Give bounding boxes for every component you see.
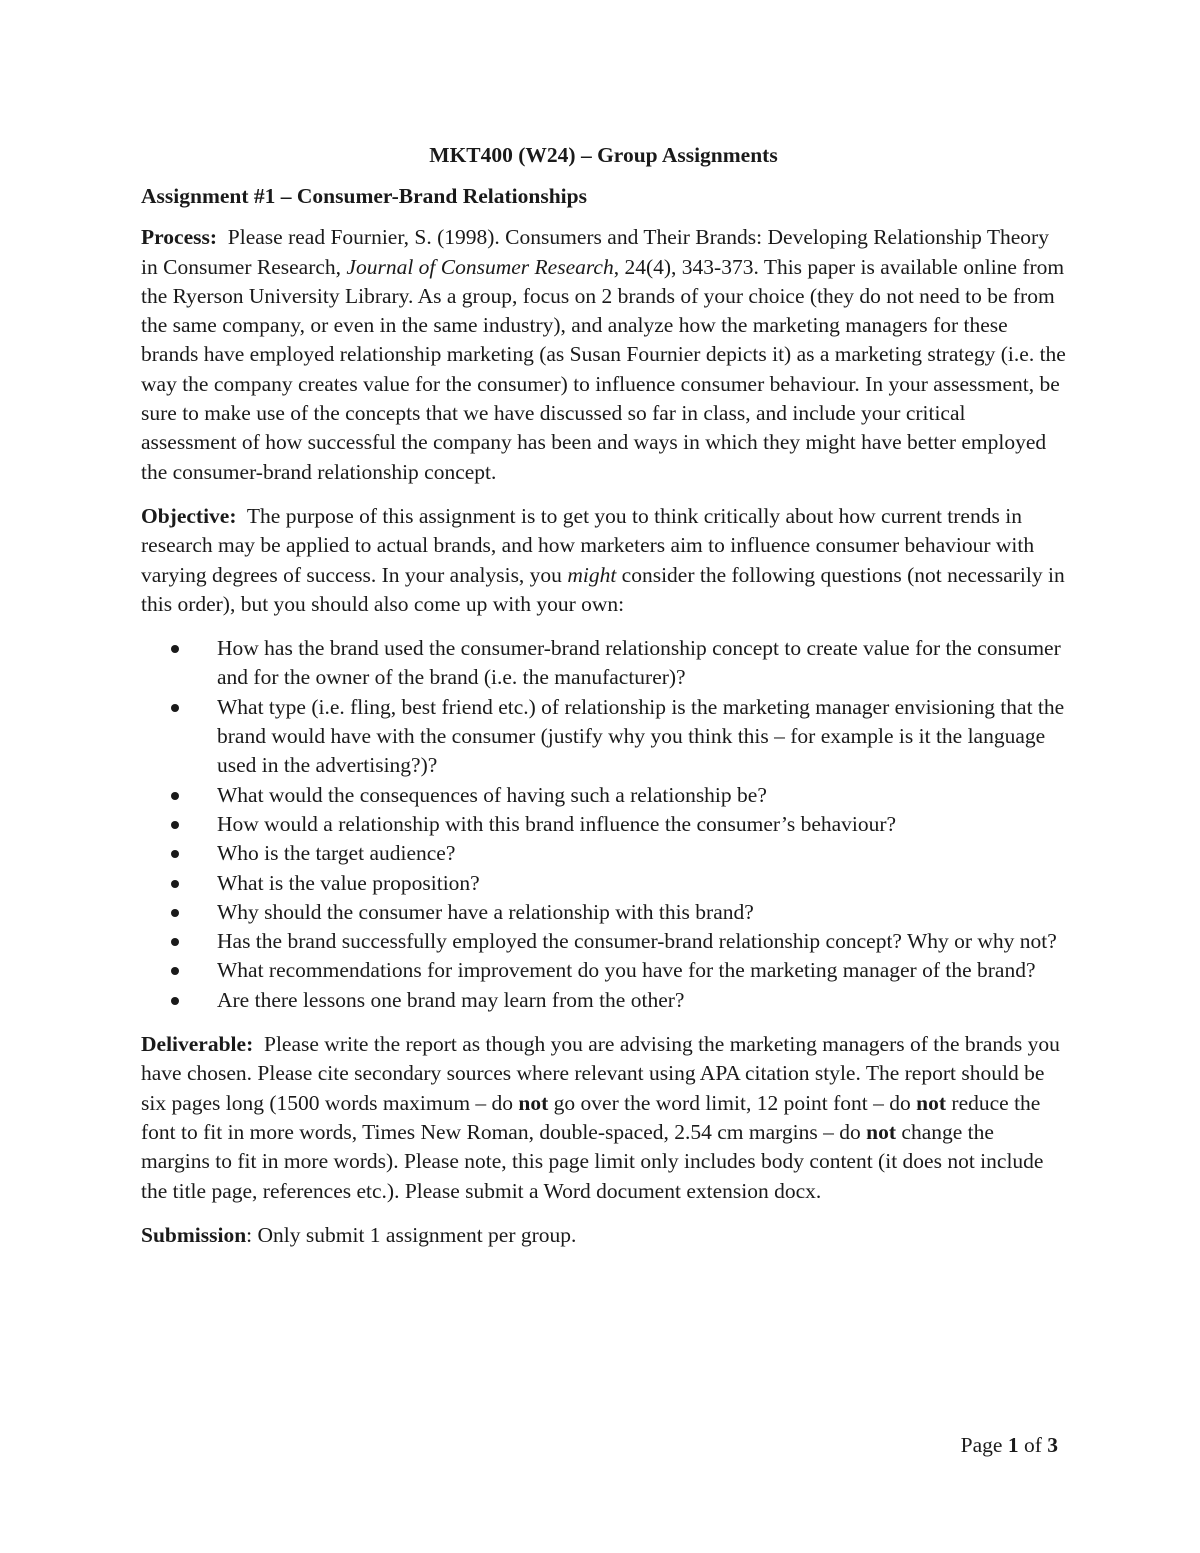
bullet-icon [171,821,179,829]
process-text-part2: , 24(4), 343-373. This paper is available online from the Ryerson University Library. As a group, focus on 2 brands of your choice (they do not need to be from the same company, or even in the same industry), and analyze how the marketing managers for these brands have employed relationship marketing (as Susan Fournier depicts it) as a marketing strategy (i.e. the way the company creates value for the consumer) to influence consumer behaviour. In your assessment, be sure to make use of the concepts that we have discussed so far in class, and include your critical assessment of how successful the company has been and ways in which they might have better employed the consumer-brand relationship concept. [141,254,1066,484]
current-page-number: 1 [1007,1433,1019,1457]
question-list [141,634,1066,1015]
process-paragraph [141,223,1066,487]
page-number-footer [961,1431,1058,1460]
bullet-icon [171,880,179,888]
bullet-icon [171,704,179,712]
bullet-icon [171,645,179,653]
bullet-icon [171,909,179,917]
question-text: Why should the consumer have a relationship with this brand? [217,899,754,924]
of-word: of [1018,1433,1048,1457]
question-text: What would the consequences of having such a relationship be? [217,782,767,807]
objective-text-part2: consider the following questions (not necessarily in this order), but you should also come up with your own: [141,562,1065,616]
question-text: Are there lessons one brand may learn from the other? [217,987,685,1012]
question-text: What recommendations for improvement do you have for the marketing manager of the brand? [217,958,1036,983]
list-item [141,693,1066,781]
page-word: Page [960,1433,1008,1457]
submission-label: Submission [141,1222,247,1247]
list-item [141,869,1066,898]
objective-label: Objective: [141,503,237,528]
submission-text: : Only submit 1 assignment per group. [246,1222,577,1247]
deliverable-text-part4: change the margins to fit in more words). Please note, this page limit only includes body content (it does not include the title page, references etc.). Please submit a Word document extension docx. [141,1119,1044,1203]
question-text: How has the brand used the consumer-brand relationship concept to create value for the consumer and for the owner of the brand (i.e. the manufacturer)? [217,636,1061,690]
list-item [141,956,1066,985]
list-item [141,839,1066,868]
list-item [141,927,1066,956]
bullet-icon [171,967,179,975]
process-label: Process: [141,225,218,250]
list-item [141,781,1066,810]
list-item [141,634,1066,693]
list-item [141,810,1066,839]
bullet-icon [171,850,179,858]
question-text: What type (i.e. fling, best friend etc.) of relationship is the marketing manager envisioning that the brand would have with the consumer (justify why you think this – for example is it the language used in the advertising?)? [217,694,1065,778]
question-text: Has the brand successfully employed the consumer-brand relationship concept? Why or why not? [217,929,1057,954]
question-text: Who is the target audience? [217,841,456,866]
deliverable-text-part1: Please write the report as though you are advising the marketing managers of the brands you have chosen. Please cite secondary sources where relevant using APA citation style. The report should be six pages long (1500 words maximum – do [141,1032,1060,1115]
bullet-icon [171,792,179,800]
submission-paragraph [141,1221,1066,1250]
list-item [141,986,1066,1015]
objective-text-part1: The purpose of this assignment is to get you to think critically about how current trends in research may be applied to actual brands, and how marketers aim to influence consumer behaviour with varying degrees of success. In your analysis, you [141,503,1035,587]
document-page [141,140,1066,1265]
journal-title: Journal of Consumer Research [346,254,614,279]
list-item [141,898,1066,927]
question-text: What is the value proposition? [217,870,480,895]
bullet-icon [171,938,179,946]
bullet-icon [171,997,179,1005]
total-pages-number: 3 [1047,1433,1058,1457]
question-text: How would a relationship with this brand influence the consumer’s behaviour? [217,811,897,836]
deliverable-text-part3: reduce the font to fit in more words, Times New Roman, double-spaced, 2.54 cm margins – do [141,1090,1041,1144]
emphasis-not: not [866,1119,897,1144]
deliverable-label: Deliverable: [141,1032,254,1057]
emphasis-not: not [916,1090,947,1115]
document-title: MKT400 (W24) – Group Assignments [429,143,778,167]
objective-paragraph [141,502,1066,619]
process-text-part1: Please read Fournier, S. (1998). Consumers and Their Brands: Developing Relationship Theory in Consumer Research, [141,225,1049,279]
deliverable-text-part2: go over the word limit, 12 point font – do [548,1090,917,1115]
deliverable-paragraph [141,1030,1066,1206]
objective-emphasis: might [567,562,617,587]
assignment-heading: Assignment #1 – Consumer-Brand Relationships [141,184,587,208]
emphasis-not: not [518,1090,549,1115]
